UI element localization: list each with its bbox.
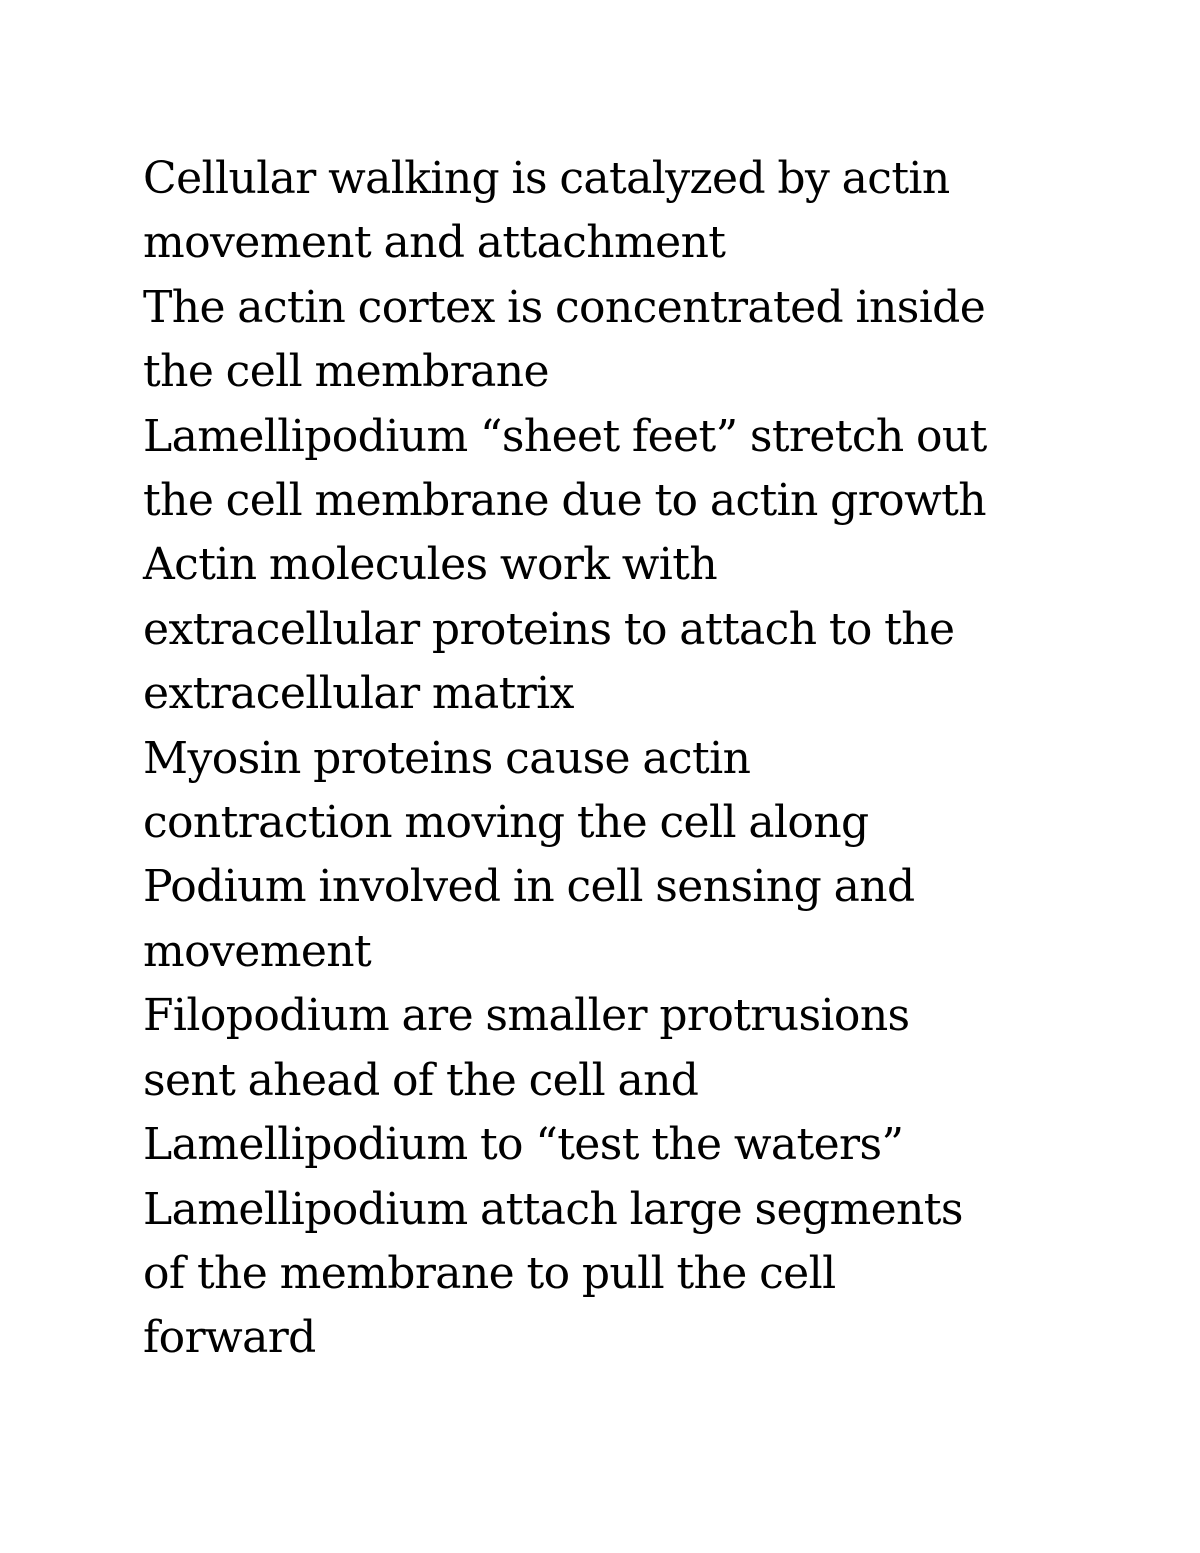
text-line: Filopodium are smaller protrusions bbox=[143, 990, 910, 1042]
text-line: Lamellipodium attach large segments bbox=[143, 1183, 963, 1235]
text-line: of the membrane to pull the cell bbox=[143, 1247, 836, 1299]
text-line: extracellular matrix bbox=[143, 668, 574, 720]
text-line: Myosin proteins cause actin bbox=[143, 732, 751, 784]
text-line: the cell membrane bbox=[143, 346, 549, 398]
text-line: movement bbox=[143, 925, 372, 977]
text-line: movement and attachment bbox=[143, 217, 726, 269]
text-line: extracellular proteins to attach to the bbox=[143, 603, 955, 655]
document-body bbox=[143, 147, 1143, 1371]
text-line: Cellular walking is catalyzed by actin bbox=[143, 153, 950, 204]
text-line: the cell membrane due to actin growth bbox=[143, 475, 986, 527]
text-line: sent ahead of the cell and bbox=[143, 1054, 699, 1106]
text-line: Lamellipodium to “test the waters” bbox=[143, 1119, 904, 1171]
text-line: The actin cortex is concentrated inside bbox=[143, 281, 986, 333]
text-line: Actin molecules work with bbox=[143, 539, 718, 591]
text-line: contraction moving the cell along bbox=[143, 797, 869, 849]
text-line: Lamellipodium “sheet feet” stretch out bbox=[143, 410, 987, 462]
text-line: forward bbox=[143, 1312, 316, 1364]
text-line: Podium involved in cell sensing and bbox=[143, 861, 915, 913]
